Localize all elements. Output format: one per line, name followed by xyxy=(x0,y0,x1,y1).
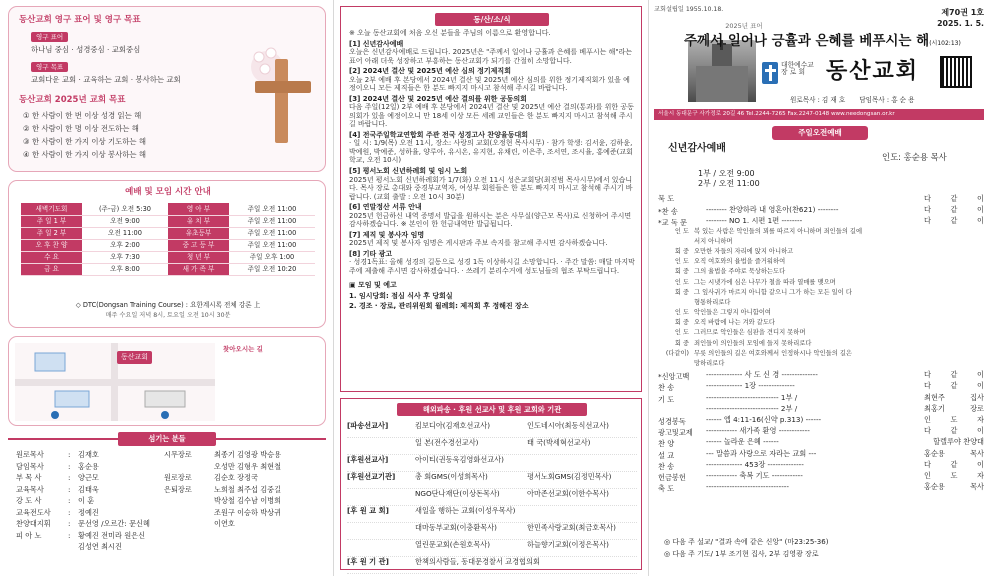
news-item-7-heading: [7] 제직 및 봉사자 임명 xyxy=(349,230,425,239)
table-row: [후원선교사] 아이티(권동욱김영화선교사) xyxy=(347,455,637,472)
dtc-sub: 매주 수요일 저녁 8시, 토요일 오전 10시 30분 xyxy=(105,312,231,319)
perm-motto: 하나님 중심 · 성경중심 · 교회중심 xyxy=(31,45,141,54)
fold-line-right xyxy=(648,0,649,576)
elder-pastor: 원로목사 : 김 재 호 xyxy=(790,96,846,104)
reading-line: 인 도 복 있는 사람은 악인들의 꾀를 따르지 아니하며 죄인들의 길에 xyxy=(674,227,863,235)
goal-4: ④ 한 사람이 한 가지 이상 봉사하는 해 xyxy=(23,150,147,159)
map-church-marker: 동산교회 xyxy=(117,351,152,364)
table-row: [파송선교사] 킴보디아(김재호선교사) 인도네시아(최동식선교사) xyxy=(347,421,637,438)
table-row: [후원선교기관] 총 회GMS(이성희목사) 평서노회GMS(김정민목사) xyxy=(347,472,637,489)
news-title: 동/산/소/식 xyxy=(435,13,549,26)
order-item: 찬 송 -------------- 453장 -------------- 다 같 이 xyxy=(658,459,984,471)
news-item-3-heading: [3] 2024년 결산 및 2025년 예산 결의를 위한 공동의회 xyxy=(349,94,527,103)
order-item: 묵 도 다 같 이 xyxy=(658,194,984,203)
news-item-8-heading: [8] 기타 광고 xyxy=(349,249,393,258)
reading-line: 회 중 죄인들이 의인들의 모임에 들지 못하리로다 xyxy=(674,339,812,347)
fold-line-left xyxy=(333,0,334,576)
perm-goal: 교회다운 교회 · 교육하는 교회 · 봉사하는 교회 xyxy=(31,75,181,84)
news-item-6-text: 2025년 헌금하신 내역 증명서 발급을 원하시는 분은 사무실(양근모 목사)로 신청하여 주시면 감사하겠습니다. ※ 본인이 한 헌금내역만 발급됩니다. xyxy=(349,211,632,229)
list-item: 교육전도사 : 정예진 조원구 이승하 박상귀 xyxy=(16,507,282,517)
news-item-1-text: 오늘은 신년감사예배로 드립니다. 2025년은 "주께서 일어나 긍휼과 은혜를 베푸시는 해"라는 표어 아래 더욱 성장하고 부흥하는 동산교회가 되기를 간절히 소망합니다. xyxy=(349,48,633,65)
meeting-1: 1. 임시당회: 점심 식사 후 당회실 xyxy=(349,291,453,300)
order-item: 설 교 --- 말씀과 사랑으로 자라는 교회 --- 홍순용 목사 xyxy=(658,448,984,460)
panel-middle xyxy=(340,6,642,570)
denomination-logo-icon xyxy=(762,62,778,84)
list-item: 강 도 사 : 이 훈 박상철 김수남 이병희 xyxy=(16,496,282,505)
list-item: 찬양대지휘 : 문선영 /오르간: 문신혜 이연호 xyxy=(16,519,235,528)
worship-table xyxy=(21,203,315,276)
order-item: *찬 송 -------- 찬양하라 내 영혼아(찬621) -------- 다 같 이 xyxy=(658,205,984,217)
table-row: [후 원 교 회] 새일을 행하는 교회(이성우목사) xyxy=(347,506,637,523)
order-item: 찬 양 ------ 놀라운 은혜 ------ 할렐루야 찬양대 xyxy=(658,437,984,449)
order-of-worship xyxy=(658,194,984,493)
table-row: 수 요 오후 7:30 청 년 부 주일 오후 1:00 xyxy=(21,251,315,263)
sunday-service-label: 주일오전예배 xyxy=(772,126,868,140)
reading-line: 인 도 그는 시냇가에 심은 나무가 철을 따라 열매를 맺으며 xyxy=(674,278,836,286)
reading-line: (다같이) 무릇 의인들의 길은 여호와께서 인정하시나 악인들의 길은 xyxy=(665,349,852,357)
panel-left xyxy=(8,6,326,570)
church-name: 동산교회 xyxy=(826,59,920,84)
perm-motto-chip: 영구 표어 xyxy=(31,32,68,42)
established-date: 교회설립일 1955.10.18. xyxy=(654,6,724,13)
reading-line: 형통하리로다 xyxy=(694,298,731,306)
year-theme-reference: (시102:13) xyxy=(929,40,961,47)
service-times: 1부 / 오전 9:00 2부 / 오전 11:00 xyxy=(698,169,760,188)
order-item: 찬 송 -------------- 1장 -------------- 다 같 이 xyxy=(658,381,984,393)
next-week-prayer: ◎ 다음 주 기도/ 1부 조기현 집사, 2부 김영광 장로 xyxy=(664,550,819,558)
denomination: 대한예수교 장 로 회 xyxy=(781,61,814,77)
table-row: 금 요 오후 8:00 새 가 족 부 주일 오전 10:20 xyxy=(21,263,315,275)
reading-line: 회 중 오만한 자들의 자리에 앉지 아니하고 xyxy=(674,247,794,255)
year-theme-text: 주께서 일어나 긍휼과 은혜를 베푸시는 해 xyxy=(684,33,930,49)
worship-times-box xyxy=(8,180,326,328)
reading-line: 망하리로다 xyxy=(694,360,725,367)
table-row: 새벽기도회 (주-금) 오전 5:30 영 아 부 주일 오전 11:00 xyxy=(21,203,315,215)
list-item: 원로목사 : 김재호 시무장로 최종기 김영광 박승용 xyxy=(16,450,282,459)
list-item: 피 아 노 : 황예진 전미라 원은신 xyxy=(16,530,146,540)
pastor-names xyxy=(790,96,984,104)
dtc-note: ◇ DTC(Dongsan Training Course) : 요한계시록 전체 강론 上 xyxy=(75,301,261,309)
motto-box xyxy=(8,6,326,172)
table-row: 오 후 찬 양 오후 2:00 중 고 등 부 주일 오전 11:00 xyxy=(21,239,315,251)
map-box xyxy=(8,336,326,426)
reading-line: 회 중 그 잎사귀가 마르지 아니함 같으니 그가 하는 모든 일이 다 xyxy=(674,288,852,296)
mission-title: 해외파송 · 후원 선교사 및 후원 교회와 기관 xyxy=(397,403,587,416)
order-item: *교 독 문 -------- NO 1. 시편 1편 -------- 다 같 이 xyxy=(658,216,984,228)
qr-code-icon[interactable] xyxy=(940,56,972,88)
list-item: 담임목사 : 홍순용 오성만 김형우 최현철 xyxy=(16,461,282,471)
list-item: 교육목사 : 김태욱 은퇴장로 노희철 최주섭 김중길 xyxy=(16,484,282,494)
news-item-3-text: 다음 주일(12일) 2부 예배 후 본당에서 2024년 결산 및 2025년 예산 결의(통과)를 위한 공동의회가 있을 예정이오니 만 18세 이상 모든 세례 교인들은 한 분도 빠지지 마시고 참석해 주시길 바랍니다. xyxy=(349,103,634,129)
servers-list xyxy=(16,450,326,554)
reading-line: 인 도 그러므로 악인들은 심판을 견디지 못하며 xyxy=(674,329,806,337)
list-item: 부 목 사 : 양근모 원로장로 김순호 장정국 xyxy=(16,473,258,482)
mission-box xyxy=(340,398,642,570)
table-row: 주 일 2 부 오전 11:00 유초등부 주일 오전 11:00 xyxy=(21,227,315,239)
responsive-reading xyxy=(658,228,984,371)
worship-title: 예배 및 모임 시간 안내 xyxy=(125,187,211,197)
table-row: 주 일 1 부 오전 9:00 유 치 부 주일 오전 11:00 xyxy=(21,215,315,227)
news-item-5-heading: [5] 평서노회 신년하례회 및 임시 노회 xyxy=(349,166,468,175)
reading-line: 회 중 그의 율법을 주야로 묵상하는도다 xyxy=(674,268,786,276)
order-item: *신앙고백 -------------- 사 도 신 경 -------------- 다 같 이 xyxy=(658,370,984,382)
reading-line: 인 도 악인들은 그렇지 아니함이여 xyxy=(674,309,771,317)
volume-number: 제70권 1호 xyxy=(941,8,984,17)
senior-pastor: 담임목사 : 홍 순 용 xyxy=(859,96,915,104)
reading-line: 서지 아니하며 xyxy=(694,237,733,245)
order-item: 헌금봉헌 ------------ 축복 기도 ------------ 인 도 자 xyxy=(658,470,984,482)
mission-table xyxy=(347,421,637,574)
news-item-6-heading: [6] 연말정산 서류 안내 xyxy=(349,203,422,212)
meetings-title: ▣ 모임 및 예고 xyxy=(349,281,397,290)
location-map xyxy=(15,343,215,421)
next-week-sermon: ◎ 다음 주 설교/ "결과 속에 같은 신앙" (마23:25-36) xyxy=(664,538,829,546)
news-box xyxy=(340,6,642,392)
servers-header xyxy=(8,432,326,446)
news-item-2-heading: [2] 2024년 결산 및 2025년 예산 심의 정기제직회 xyxy=(349,67,511,76)
news-item-1-heading: [1] 신년감사예배 xyxy=(349,39,404,48)
meeting-2: 2. 경조 · 장로, 관리위원회 월례회: 제직회 후 정해진 장소 xyxy=(349,302,529,311)
order-item: ---------------------------- 2부 / 최홍기 장로 xyxy=(706,403,984,413)
order-item: 성경봉독 ------ 엡 4:11-16(신약 p.313) ------ 인 도 자 xyxy=(658,414,984,426)
goals-title: 동산교회 2025년 교회 목표 xyxy=(19,95,126,105)
table-row: 대마동부교회(이충환목사) 한민족사랑교회(최금호목사) xyxy=(347,523,637,540)
year-theme xyxy=(684,33,961,50)
table-row: NGO단나재단(이상돈목사) 아마존선교회(이한수목사) xyxy=(347,489,637,506)
bulletin-date: 2025. 1. 5. xyxy=(937,19,984,28)
order-item: 축 도 -------------------------------- 홍순용 목사 xyxy=(658,482,984,494)
cross-illustration xyxy=(245,37,315,147)
goal-2: ② 한 사람이 한 명 이상 전도하는 해 xyxy=(23,124,139,133)
directions-title: 찾아오시는 길 xyxy=(223,345,263,353)
reading-line: 인 도 오직 여호와의 율법을 즐거워하여 xyxy=(674,258,786,266)
goal-3: ③ 한 사람이 한 가지 이상 기도하는 해 xyxy=(23,137,147,146)
order-item: 광고및교제 ------------ 새가족 환영 ------------ 다 같 이 xyxy=(658,426,984,438)
panel-right xyxy=(654,6,984,570)
table-row: 열린문교회(손원호목사) 하늘향기교회(이정은목사) xyxy=(347,540,637,557)
motto-title: 동산교회 영구 표어 및 영구 목표 xyxy=(19,15,141,25)
news-item-2-text: 오늘 2부 예배 후 본당에서 2024년 결산 및 2025년 예산 심의를 위한 정기제직회가 있을 예정이오니 모든 제직들은 한 분도 빠지지 마시고 참석해 주시길 바랍니다. xyxy=(349,75,630,93)
service-leader: 인도: 홍순용 목사 xyxy=(882,152,947,162)
news-item-5-text: 2025년 평서노회 신년하례회가 1/7(화) 오전 11시 성은교회당(최진범 목사시무)에서 있습니다. 목사 장로 총대와 중경부교역자, 여성부 회원들은 한 분도 빠지지 마시고 참석해 주시기 바랍니다. (교회 출발 : 오전 10시 30분) xyxy=(349,175,633,201)
list-item: 김성연 최시진 xyxy=(78,542,122,551)
news-body xyxy=(349,29,635,311)
order-item: 기 도 ---------------------------- 1부 / 최현주 집사 xyxy=(658,392,984,404)
perm-goal-chip: 영구 목표 xyxy=(31,62,68,72)
reading-line: 회 중 오직 바람에 나는 겨와 같도다 xyxy=(674,319,775,327)
news-item-4-heading: [4] 전국주일학교연합회 주관 전국 성경고사 찬양율동대회 xyxy=(349,130,528,139)
service-title: 신년감사예배 xyxy=(668,143,726,154)
news-item-4-text: · 일 시: 1/9(목) 오전 11시, 장소: 사랑의 교회(오정현 목사시무) · 참가 학생: 김서윤, 김하윤, 박예원, 박예준, 성하율, 양루아, 유시온, 유지현, 유채린, 이은주, 조서연, 조시율, 홍예준(교회학교, 오전 10시) xyxy=(349,139,633,165)
year-motto-label: 2025년 표어 xyxy=(725,22,763,30)
address-bar: 서울시 동대문구 사가정로 20길 46 Tel.2244-7265 Fax.2247-0148 www.needongsan.or.kr xyxy=(654,109,984,120)
news-item-8-text: · 성경1독표: 올해 성경의 길동으로 성경 1독 이상하시길 소망합니다. · 주간 말씀: 매달 마지막 주에 제출해 주시면 감사하겠습니다. · 쓰레기 분리수거에 성도님들의 협조 부탁드립니다. xyxy=(349,258,635,275)
goal-1: ① 한 사람이 한 번 이상 성경 읽는 해 xyxy=(23,111,142,120)
news-intro: ※ 오늘 동산교회에 처음 오신 분들을 주님의 이름으로 환영합니다. xyxy=(349,29,551,37)
news-item-7-text: 2025년 제직 및 봉사자 임명은 게시판과 주보 속지를 참고해 주시면 감사하겠습니다. xyxy=(349,239,608,248)
table-row: 일 본(전수경선교사) 태 국(박세혁선교사) xyxy=(347,438,637,455)
servers-title: 섬기는 분들 xyxy=(118,432,216,446)
table-row: [후 원 기 관] 한책의사람들, 동대문경찰서 교경협의회 xyxy=(347,557,637,574)
